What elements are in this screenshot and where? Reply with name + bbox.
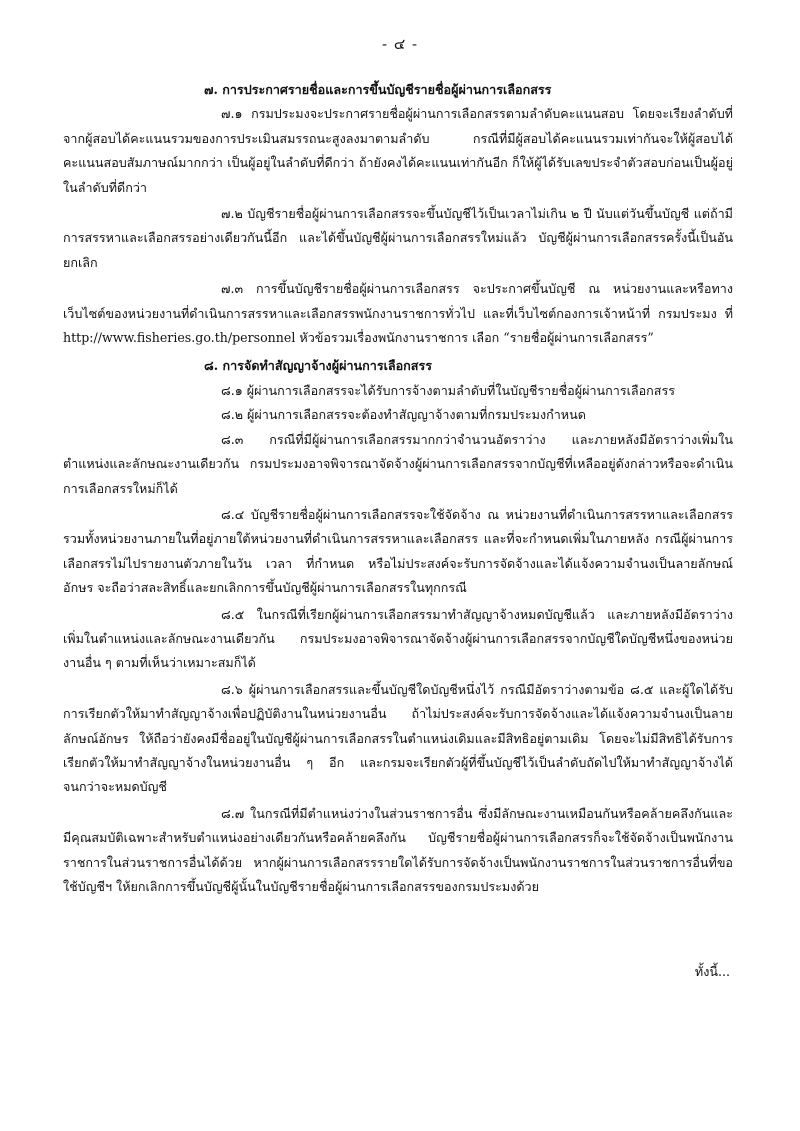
section-8-4: ๘.๔ บัญชีรายชื่อผู้ผ่านการเลือกสรรจะใช้จัดจ้าง ณ หน่วยงานที่ดำเนินการสรรหาและเลือกสรรรวมทั้งหน่วยงานภายในที่อยู่ภายใต้หน่วยงานที่ดำเนินการสรรหาและเลือกสรร และที่จะกำหนดเพิ่มในภายหลัง กรณีผู้ผ่านการเลือกสรรไม่ไปรายงานตัวภายในวัน เวลา ที่กำหนด หรือไม่ประสงค์จะรับการจัดจ้างและได้แจ้งความจำนงเป็นลายลักษณ์อักษร จะถือว่าสละสิทธิ์และยกเลิกการขึ้นบัญชีผู้ผ่านการเลือกสรรในทุกกรณี xyxy=(63,506,733,596)
section-8-heading: ๘. การจัดทำสัญญาจ้างผู้ผ่านการเลือกสรร xyxy=(204,358,433,374)
section-8-7: ๘.๗ ในกรณีที่มีตำแหน่งว่างในส่วนราชการอื่น ซึ่งมีลักษณะงานเหมือนกันหรือคล้ายคลึงกันและมีคุณสมบัติเฉพาะสำหรับตำแหน่งอย่างเดียวกันหรือคล้ายคลึงกัน บัญชีรายชื่อผู้ผ่านการเลือกสรรก็จะใช้จัดจ้างเป็นพนักงานราชการในส่วนราชการอื่นได้ด้วย หากผู้ผ่านการเลือกสรรรายใดได้รับการจัดจ้างเป็นพนักงานราชการในส่วนราชการอื่นที่ขอใช้บัญชีฯ ให้ยกเลิกการขึ้นบัญชีผู้นั้นในบัญชีรายชื่อผู้ผ่านการเลือกสรรของกรมประมงด้วย xyxy=(63,805,733,894)
section-7-3: ๗.๓ การขึ้นบัญชีรายชื่อผู้ผ่านการเลือกสรร จะประกาศขึ้นบัญชี ณ หน่วยงานและหรือทางเว็บไซต์ของหน่วยงานที่ดำเนินการสรรหาและเลือกสรรพนักงานราชการทั่วไป และที่เว็บไซต์กองการเจ้าหน้าที่ กรมประมง ที่ http://www.fisheries.go.th/personnel หัวข้อรวมเรื่องพนักงานราชการ เลือก “รายชื่อผู้ผ่านการเลือกสรร” xyxy=(63,281,733,346)
document-body xyxy=(63,78,733,899)
section-8-2: ๘.๒ ผู้ผ่านการเลือกสรรจะต้องทำสัญญาจ้างตามที่กรมประมงกำหนด xyxy=(221,407,586,423)
section-8-1: ๘.๑ ผู้ผ่านการเลือกสรรจะได้รับการจ้างตามลำดับที่ในบัญชีรายชื่อผู้ผ่านการเลือกสรร xyxy=(221,382,676,398)
section-8 xyxy=(63,354,733,899)
section-7-heading: ๗. การประกาศรายชื่อและการขึ้นบัญชีรายชื่อผู้ผ่านการเลือกสรร xyxy=(204,82,552,97)
section-8-5: ๘.๕ ในกรณีที่เรียกผู้ผ่านการเลือกสรรมาทำสัญญาจ้างหมดบัญชีแล้ว และภายหลังมีอัตราว่างเพิ่มในตำแหน่งและลักษณะงานเดียวกัน กรมประมงอาจพิจารณาจัดจ้างผู้ผ่านการเลือกสรรจากบัญชีใดบัญชีหนึ่งของหน่วยงานอื่น ๆ ตามที่เห็นว่าเหมาะสมก็ได้ xyxy=(63,606,733,671)
section-8-3: ๘.๓ กรณีที่มีผู้ผ่านการเลือกสรรมากกว่าจำนวนอัตราว่าง และภายหลังมีอัตราว่างเพิ่มในตำแหน่งและลักษณะงานเดียวกัน กรมประมงอาจพิจารณาจัดจ้างผู้ผ่านการเลือกสรรจากบัญชีที่เหลืออยู่ดังกล่าวหรือจะดำเนินการเลือกสรรใหม่ก็ได้ xyxy=(63,431,733,496)
section-7-2: ๗.๒ บัญชีรายชื่อผู้ผ่านการเลือกสรรจะขึ้นบัญชีไว้เป็นเวลาไม่เกิน ๒ ปี นับแต่วันขึ้นบัญชี แต่ถ้ามีการสรรหาและเลือกสรรอย่างเดียวกันนี้อีก และได้ขึ้นบัญชีผู้ผ่านการเลือกสรรใหม่แล้ว บัญชีผู้ผ่านการเลือกสรรครั้งนี้เป็นอันยกเลิก xyxy=(63,206,733,270)
section-7-1: ๗.๑ กรมประมงจะประกาศรายชื่อผู้ผ่านการเลือกสรรตามลำดับคะแนนสอบ โดยจะเรียงลำดับที่จากผู้สอบได้คะแนนรวมของการประเมินสมรรถนะสูงลงมาตามลำดับ กรณีที่มีผู้สอบได้คะแนนรวมเท่ากันจะให้ผู้สอบได้คะแนนสอบสัมภาษณ์มากกว่า เป็นผู้อยู่ในลำดับที่ดีกว่า ถ้ายังคงได้คะแนนเท่ากันอีก ก็ให้ผู้ได้รับเลขประจำตัวสอบก่อนเป็นผู้อยู่ในลำดับที่ดีกว่า xyxy=(63,106,733,195)
section-8-6: ๘.๖ ผู้ผ่านการเลือกสรรและขึ้นบัญชีใดบัญชีหนึ่งไว้ กรณีมีอัตราว่างตามข้อ ๘.๕ และผู้ใดได้รับการเรียกตัวให้มาทำสัญญาจ้างเพื่อปฏิบัติงานในหน่วยงานอื่น ถ้าไม่ประสงค์จะรับการจัดจ้างและได้แจ้งความจำนงเป็นลายลักษณ์อักษร ให้ถือว่ายังคงมีชื่ออยู่ในบัญชีผู้ผ่านการเลือกสรรในตำแหน่งเดิมและมีสิทธิอยู่ตามเดิม โดยจะไม่มีสิทธิได้รับการเรียกตัวให้มาทำสัญญาจ้างในหน่วยงานอื่น ๆ อีก และกรมจะเรียกตัวผู้ที่ขึ้นบัญชีไว้เป็นลำดับถัดไปให้มาทำสัญญาจ้างได้จนกว่าจะหมดบัญชี xyxy=(63,681,733,795)
section-7 xyxy=(63,78,733,350)
page-number: - ๔ - xyxy=(381,35,419,53)
continuation-marker: ทั้งนี้... xyxy=(694,964,730,979)
